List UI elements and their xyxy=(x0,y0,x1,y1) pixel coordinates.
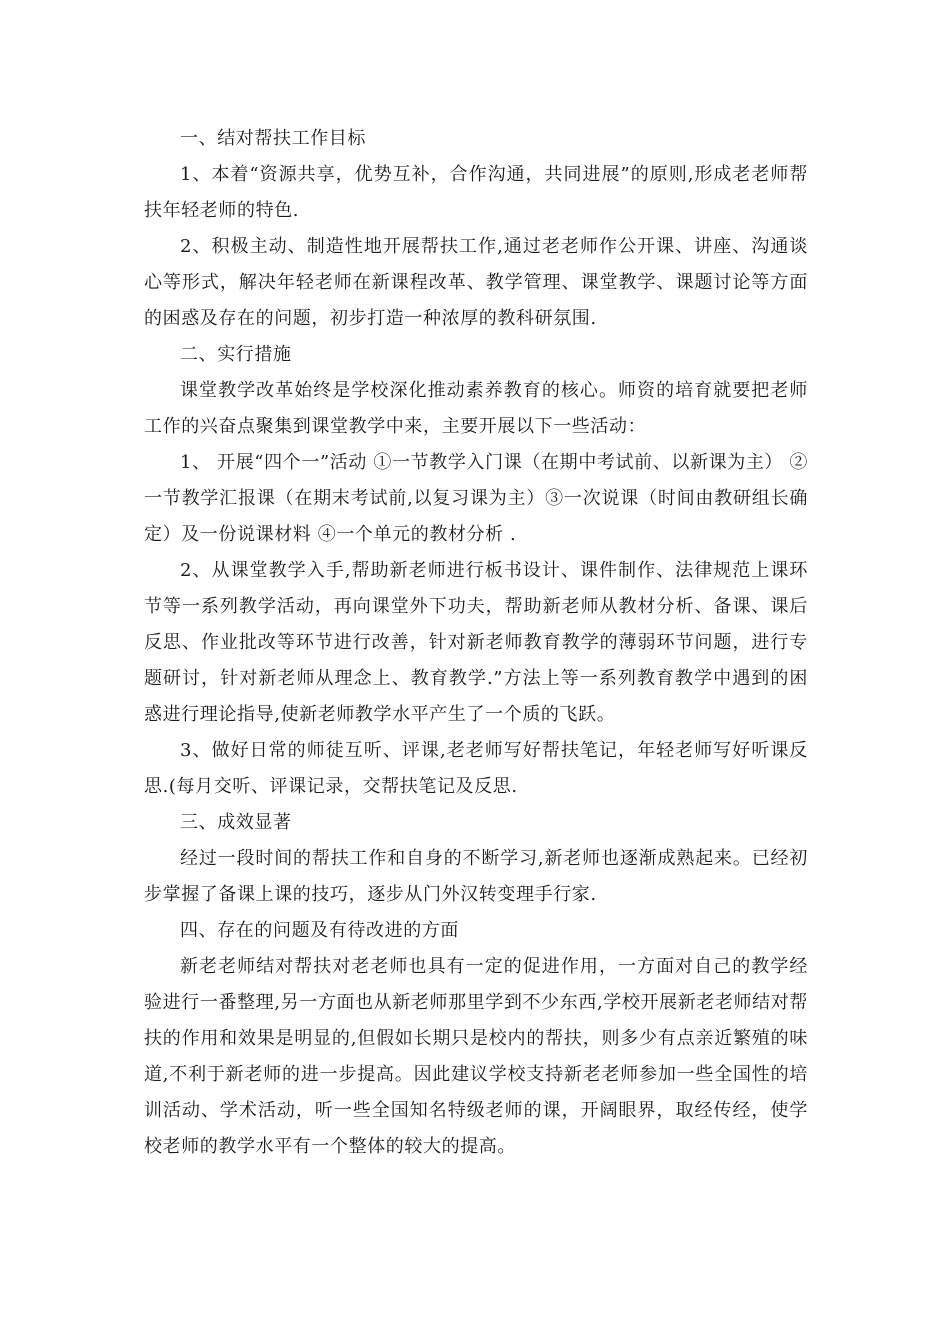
document-body xyxy=(144,121,808,1165)
section-heading-problems: 四、存在的问题及有待改进的方面 xyxy=(180,920,459,941)
paragraph-problems: 新老老师结对帮扶对老老师也具有一定的促进作用，一方面对自己的教学经验进行一番整理,另一方面也从新老师那里学到不少东西,学校开展新老老师结对帮扶的作用和效果是明显的,但假如长期只是校内的帮扶，则多少有点亲近繁殖的味道,不利于新老师的进一步提高。因此建议学校支持新老老师参加一些全国性的培训活动、学术活动，听一些全国知名特级老师的课，开阔眼界，取经传经，使学校老师的教学水平有一个整体的较大的提高。 xyxy=(144,956,808,1157)
paragraph-goal-2: 2、积极主动、制造性地开展帮扶工作,通过老老师作公开课、讲座、沟通谈心等形式，解决年轻老师在新课程改革、教学管理、课堂教学、课题讨论等方面的困惑及存在的问题，初步打造一种浓厚的教科研氛围. xyxy=(144,236,808,329)
paragraph-measure-1: 1、 开展“四个一”活动 ①一节教学入门课（在期中考试前、以新课为主） ②一节教学汇报课（在期末考试前,以复习课为主）③一次说课（时间由教研组长确定）及一份说课材料 ④一个单元的教材分析 . xyxy=(144,452,808,545)
paragraph-measure-2: 2、从课堂教学入手,帮助新老师进行板书设计、课件制作、法律规范上课环节等一系列教学活动，再向课堂外下功夫，帮助新老师从教材分析、备课、课后反思、作业批改等环节进行改善，针对新老师教育教学的薄弱环节问题，进行专题研讨，针对新老师从理念上、教育教学.”方法上等一系列教育教学中遇到的困惑进行理论指导,使新老师教学水平产生了一个质的飞跃。 xyxy=(144,560,808,725)
paragraph-measure-3: 3、做好日常的师徒互听、评课,老老师写好帮扶笔记，年轻老师写好听课反思.(每月交听、评课记录，交帮扶笔记及反思. xyxy=(144,740,808,797)
section-heading-goals: 一、结对帮扶工作目标 xyxy=(180,128,366,149)
paragraph-goal-1: 1、本着“资源共享，优势互补，合作沟通，共同进展”的原则,形成老老师帮扶年轻老师的特色. xyxy=(144,164,808,221)
section-heading-results: 三、成效显著 xyxy=(180,812,292,833)
paragraph-measures-intro: 课堂教学改革始终是学校深化推动素养教育的核心。师资的培育就要把老师工作的兴奋点聚集到课堂教学中来，主要开展以下一些活动： xyxy=(144,380,808,437)
section-heading-measures: 二、实行措施 xyxy=(180,344,292,365)
paragraph-results: 经过一段时间的帮扶工作和自身的不断学习,新老师也逐渐成熟起来。已经初步掌握了备课上课的技巧，逐步从门外汉转变理手行家. xyxy=(144,848,808,905)
